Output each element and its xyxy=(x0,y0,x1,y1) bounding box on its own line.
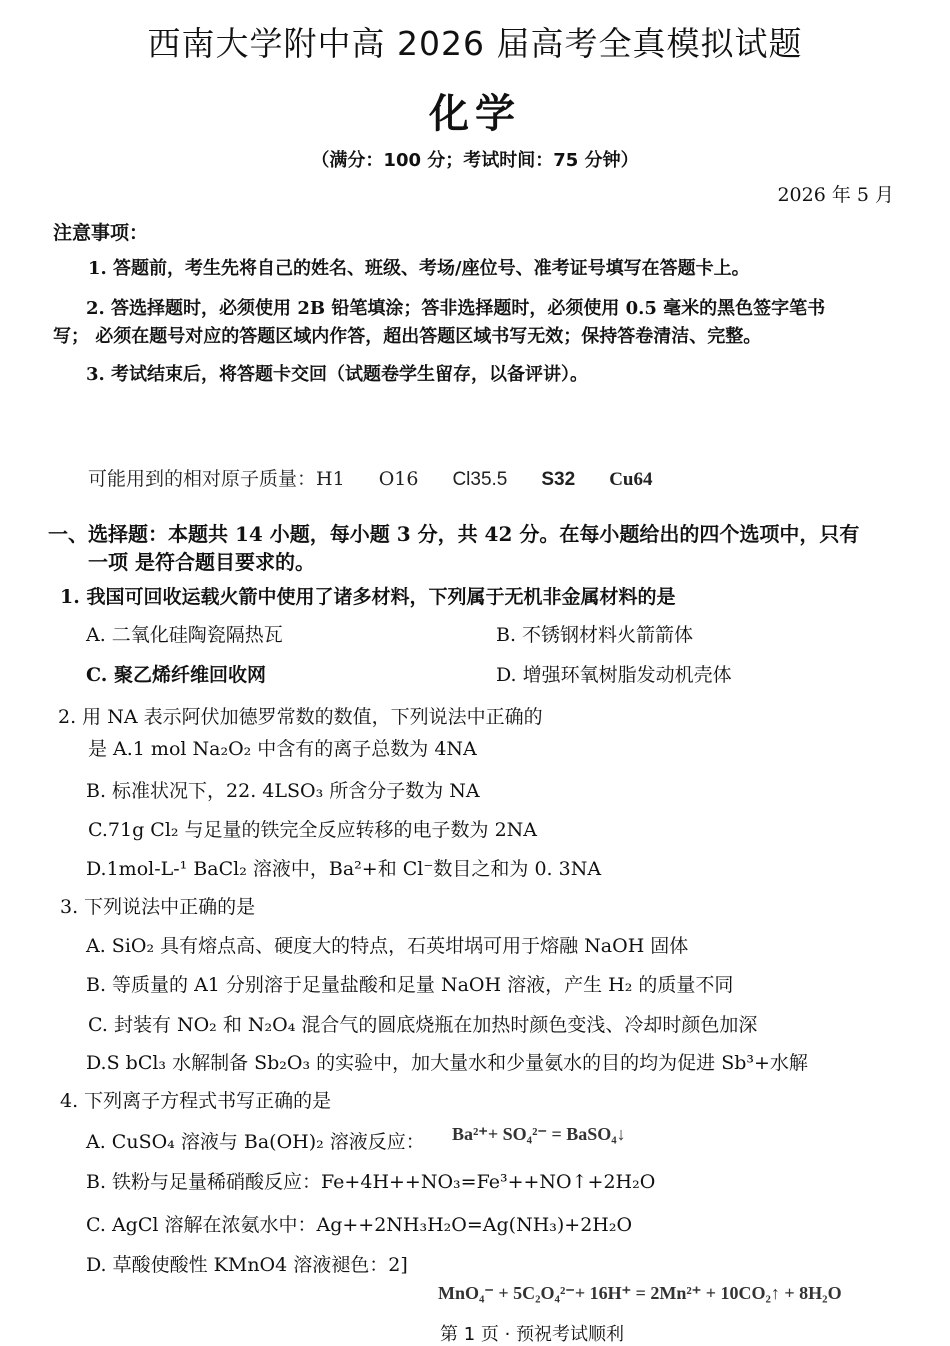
question-1-option-d: D. 增强环氧树脂发动机壳体 xyxy=(496,664,732,686)
atomic-masses-label: 可能用到的相对原子质量： xyxy=(88,468,317,490)
question-4-option-a: A. CuSO₄ 溶液与 Ba(OH)₂ 溶液反应： xyxy=(86,1131,425,1153)
question-1-option-b: B. 不锈钢材料火箭箭体 xyxy=(496,624,694,646)
question-4-option-a-equation: Ba²⁺+ SO₄²⁻ = BaSO₄↓ xyxy=(452,1124,626,1144)
subject-heading: 化学 xyxy=(429,91,521,137)
section-1-heading: 一、选择题：本题共 14 小题，每小题 3 分，共 42 分。在每小题给出的四个选项中，只有 xyxy=(48,522,860,546)
question-2-option-d: D.1mol-L-¹ BaCl₂ 溶液中，Ba²+和 Cl⁻数目之和为 0. 3NA xyxy=(86,858,602,880)
exam-meta: （满分：100 分；考试时间：75 分钟） xyxy=(311,150,639,171)
question-1-stem: 1. 我国可回收运载火箭中使用了诸多材料，下列属于无机非金属材料的是 xyxy=(60,586,676,608)
question-4-option-c: C. AgCl 溶解在浓氨水中：Ag++2NH₃H₂O=Ag(NH₃)+2H₂O xyxy=(86,1214,633,1236)
mass-cu: Cu64 xyxy=(609,469,653,490)
question-4-option-b: B. 铁粉与足量稀硝酸反应：Fe+4H++NO₃=Fe³++NO↑+2H₂O xyxy=(86,1171,656,1193)
mass-cl: Cl35.5 xyxy=(452,469,508,490)
question-1-option-a: A. 二氧化硅陶瓷隔热瓦 xyxy=(86,624,283,646)
notice-item-3: 3. 考试结束后，将答题卡交回（试题卷学生留存，以备评讲）。 xyxy=(86,364,589,385)
question-3-stem: 3. 下列说法中正确的是 xyxy=(60,896,256,918)
question-2-stem: 2. 用 NA 表示阿伏加德罗常数的数值，下列说法中正确的 xyxy=(58,706,543,728)
exam-title: 西南大学附中高 2026 届高考全真模拟试题 xyxy=(147,24,803,63)
question-3-option-a: A. SiO₂ 具有熔点高、硬度大的特点，石英坩埚可用于熔融 NaOH 固体 xyxy=(86,935,689,957)
atomic-masses xyxy=(88,464,686,491)
notice-item-1: 1. 答题前，考生先将自己的姓名、班级、考场/座位号、准考证号填写在答题卡上。 xyxy=(88,258,750,279)
notice-heading: 注意事项： xyxy=(53,222,149,244)
question-4-option-d-equation: MnO₄⁻ + 5C₂O₄²⁻+ 16H⁺ = 2Mn²⁺ + 10CO₂↑ + 8H₂O xyxy=(438,1283,842,1303)
mass-h: H1 xyxy=(316,468,345,490)
page-footer: 第 1 页 · 预祝考试顺利 xyxy=(440,1324,625,1345)
question-2-option-b: B. 标准状况下，22. 4LSO₃ 所含分子数为 NA xyxy=(86,780,480,802)
notice-item-2-continued: 写； 必须在题号对应的答题区域内作答，超出答题区域书写无效；保持答卷清洁、完整。 xyxy=(53,326,762,347)
exam-date: 2026 年 5 月 xyxy=(777,184,894,206)
mass-s: S32 xyxy=(541,469,576,490)
question-1-option-c: C. 聚乙烯纤维回收网 xyxy=(86,664,267,686)
question-4-option-d: D. 草酸使酸性 KMnO4 溶液褪色：2] xyxy=(86,1254,408,1276)
question-2-option-a: 是 A.1 mol Na₂O₂ 中含有的离子总数为 4NA xyxy=(88,738,477,760)
question-3-option-d: D.S bCl₃ 水解制备 Sb₂O₃ 的实验中，加大量水和少量氨水的目的均为促进 Sb³+水解 xyxy=(86,1052,808,1074)
section-1-heading-continued: 一项 是符合题目要求的。 xyxy=(88,550,315,574)
question-3-option-b: B. 等质量的 A1 分别溶于足量盐酸和足量 NaOH 溶液，产生 H₂ 的质量不同 xyxy=(86,974,734,996)
notice-item-2: 2. 答选择题时，必须使用 2B 铅笔填涂；答非选择题时，必须使用 0.5 毫米的黑色签字笔书 xyxy=(86,298,826,319)
question-2-option-c: C.71g Cl₂ 与足量的铁完全反应转移的电子数为 2NA xyxy=(88,819,538,841)
mass-o: O16 xyxy=(378,468,419,490)
question-4-stem: 4. 下列离子方程式书写正确的是 xyxy=(60,1090,332,1112)
question-3-option-c: C. 封装有 NO₂ 和 N₂O₄ 混合气的圆底烧瓶在加热时颜色变浅、冷却时颜色加深 xyxy=(88,1014,758,1036)
